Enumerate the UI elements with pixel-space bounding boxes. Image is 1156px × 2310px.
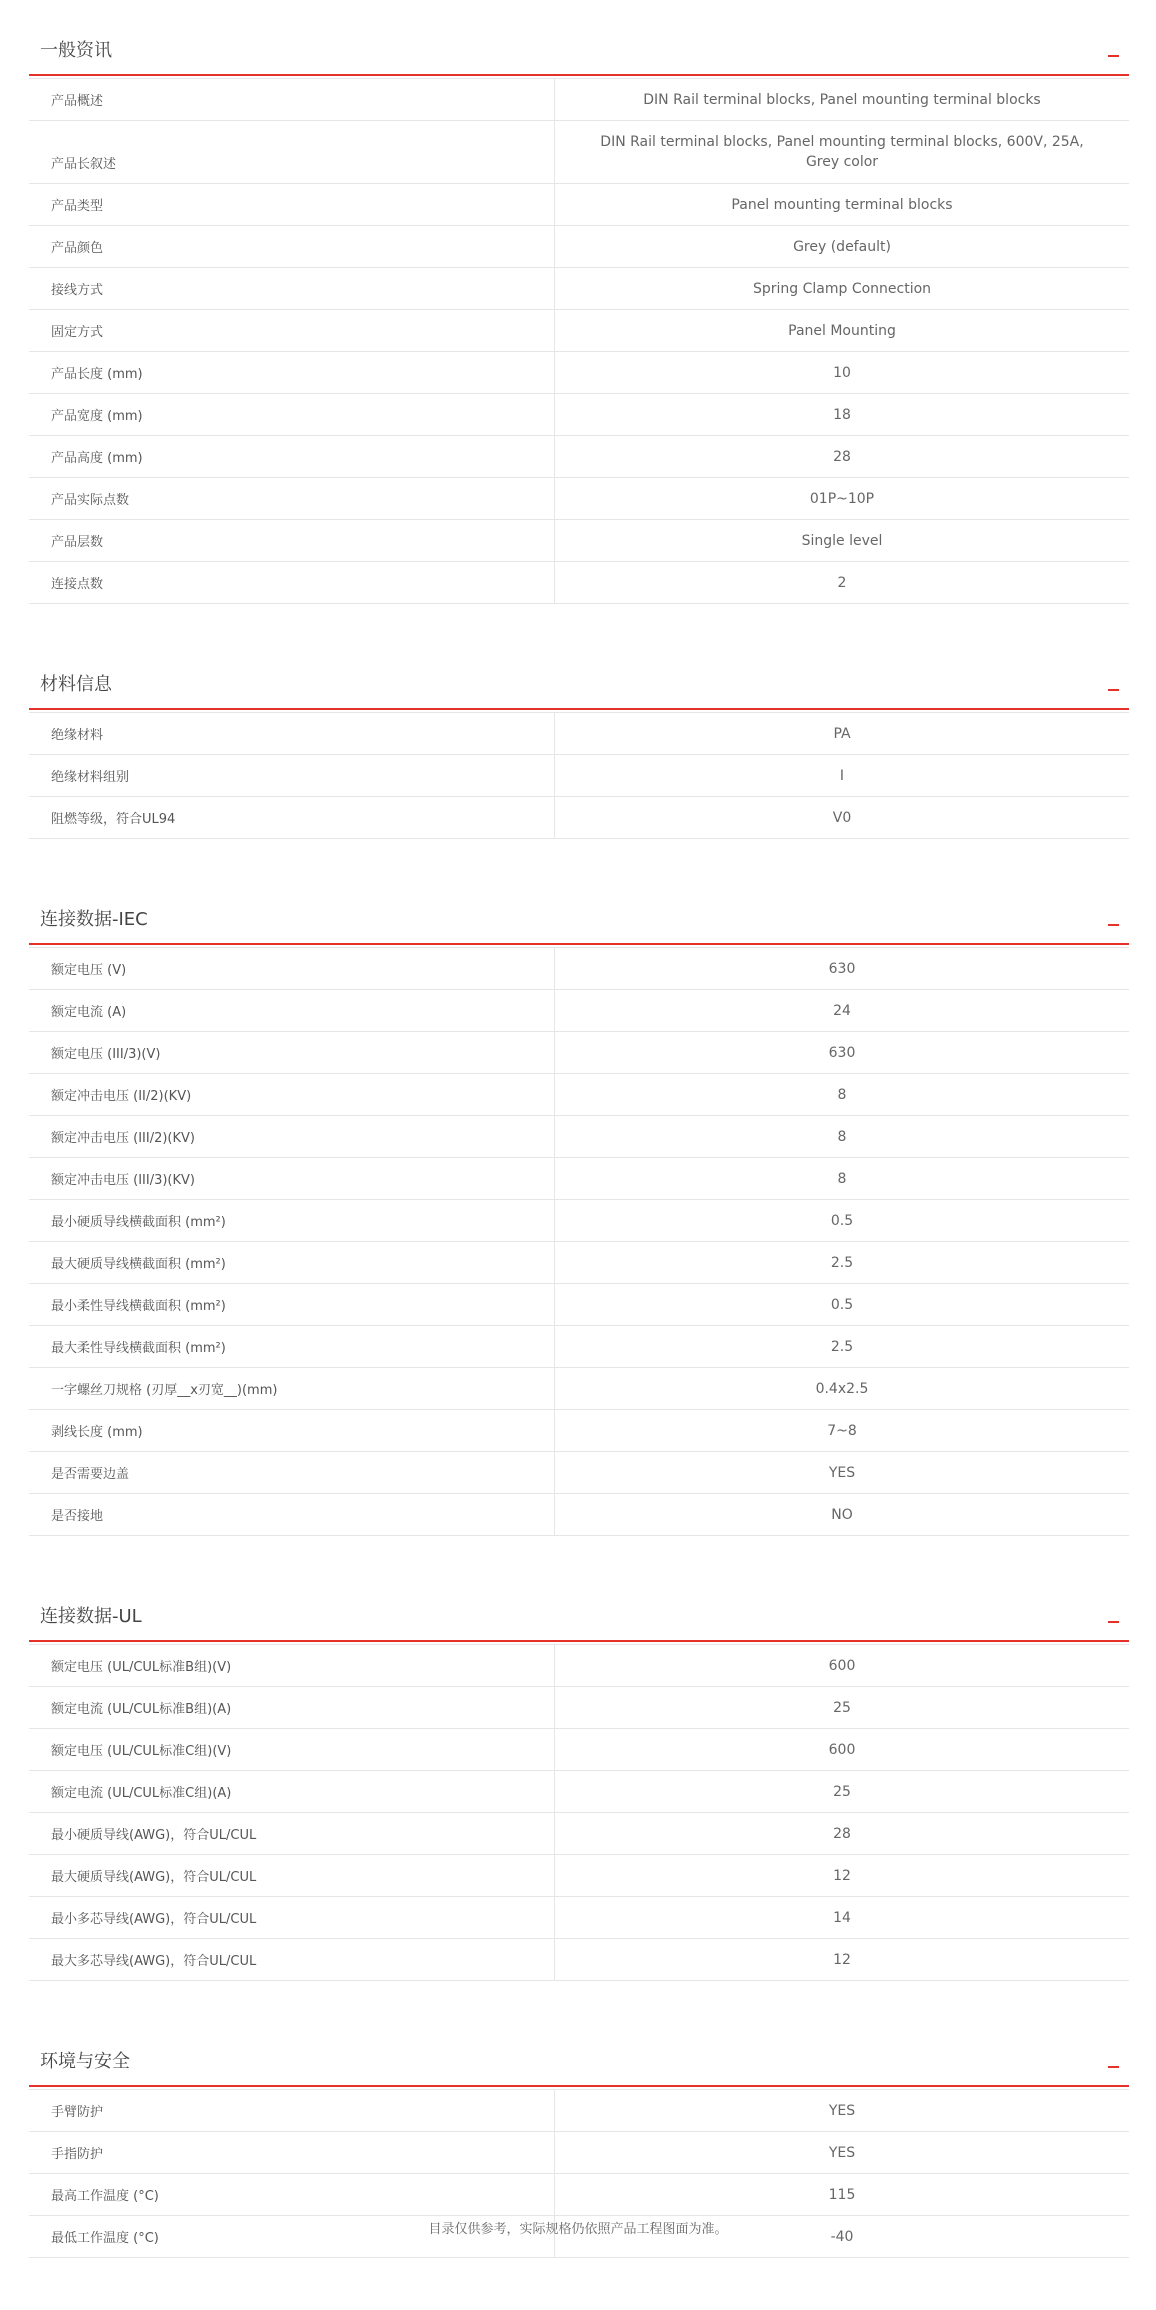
- spec-label: 额定电压 (UL/CUL标准C组)(V): [29, 1729, 555, 1770]
- section-material-info: [29, 656, 1129, 839]
- spec-value: -40: [830, 2228, 854, 2245]
- collapse-minus-icon[interactable]: [1108, 2066, 1119, 2068]
- spec-label: 额定电压 (V): [29, 948, 555, 989]
- spec-label: 产品层数: [29, 520, 555, 561]
- table-row: [29, 2132, 1129, 2174]
- spec-label: 连接点数: [29, 562, 555, 603]
- spec-label: 剥线长度 (mm): [29, 1410, 555, 1451]
- spec-label: 额定电压 (UL/CUL标准B组)(V): [29, 1645, 555, 1686]
- spec-label: 最小多芯导线(AWG)，符合UL/CUL: [29, 1897, 555, 1938]
- collapse-minus-icon[interactable]: [1108, 1621, 1119, 1623]
- table-row: [29, 1855, 1129, 1897]
- table-row: [29, 394, 1129, 436]
- spec-label: 手臂防护: [29, 2090, 555, 2131]
- table-row: [29, 2090, 1129, 2132]
- spec-value: Grey (default): [793, 238, 891, 255]
- spec-value: 630: [828, 1044, 856, 1061]
- table-row: [29, 1494, 1129, 1536]
- table-row: [29, 948, 1129, 990]
- section-connection-ul: [29, 1588, 1129, 1981]
- spec-label: 是否接地: [29, 1494, 555, 1535]
- spec-value: DIN Rail terminal blocks, Panel mounting terminal blocks, 600V, 25A, Grey color: [600, 134, 1084, 170]
- spec-label: 最小柔性导线横截面积 (mm²): [29, 1284, 555, 1325]
- spec-label: 最高工作温度 (°C): [29, 2174, 555, 2215]
- table-row: [29, 1771, 1129, 1813]
- spec-value: NO: [831, 1506, 853, 1523]
- spec-label: 接线方式: [29, 268, 555, 309]
- spec-label: 最小硬质导线横截面积 (mm²): [29, 1200, 555, 1241]
- spec-value: 12: [833, 1867, 851, 1884]
- spec-value: 115: [828, 2186, 856, 2203]
- section-general-info: [29, 22, 1129, 604]
- table-row: [29, 1158, 1129, 1200]
- spec-label: 最大柔性导线横截面积 (mm²): [29, 1326, 555, 1367]
- spec-label: 额定冲击电压 (II/2)(KV): [29, 1074, 555, 1115]
- table-row: [29, 990, 1129, 1032]
- spec-value: 24: [833, 1002, 851, 1019]
- table-row: [29, 352, 1129, 394]
- spec-value: 7~8: [827, 1422, 857, 1439]
- spec-value: Spring Clamp Connection: [752, 280, 932, 297]
- table-row: [29, 226, 1129, 268]
- spec-label: 产品类型: [29, 184, 555, 225]
- spec-value: 8: [837, 1170, 847, 1187]
- collapse-minus-icon[interactable]: [1108, 924, 1119, 926]
- spec-label: 额定冲击电压 (III/3)(KV): [29, 1158, 555, 1199]
- table-row: [29, 1897, 1129, 1939]
- spec-value: 600: [828, 1741, 856, 1758]
- table-row: [29, 1284, 1129, 1326]
- spec-label: 额定电流 (UL/CUL标准B组)(A): [29, 1687, 555, 1728]
- spec-label: 一字螺丝刀规格 (刃厚__x刃宽__)(mm): [29, 1368, 555, 1409]
- table-row: [29, 79, 1129, 121]
- table-row: [29, 1368, 1129, 1410]
- table-row: [29, 268, 1129, 310]
- table-row: [29, 121, 1129, 184]
- spec-value: V0: [832, 809, 852, 826]
- table-row: [29, 1074, 1129, 1116]
- section-title: 连接数据-UL: [40, 1606, 142, 1627]
- spec-label: 最小硬质导线(AWG)，符合UL/CUL: [29, 1813, 555, 1854]
- spec-value: 14: [833, 1909, 851, 1926]
- table-row: [29, 1687, 1129, 1729]
- spec-value: 0.5: [830, 1296, 854, 1313]
- spec-label: 产品宽度 (mm): [29, 394, 555, 435]
- spec-label: 产品长度 (mm): [29, 352, 555, 393]
- spec-value: Single level: [801, 532, 883, 549]
- spec-value: Panel mounting terminal blocks: [731, 196, 953, 213]
- section-header[interactable]: [29, 2033, 1129, 2087]
- table-row: [29, 436, 1129, 478]
- table-row: [29, 1645, 1129, 1687]
- table-row: [29, 713, 1129, 755]
- spec-label: 额定冲击电压 (III/2)(KV): [29, 1116, 555, 1157]
- collapse-minus-icon[interactable]: [1108, 55, 1119, 57]
- table-row: [29, 1729, 1129, 1771]
- table-row: [29, 184, 1129, 226]
- spec-label: 阻燃等级，符合UL94: [29, 797, 555, 838]
- spec-value: 0.4x2.5: [815, 1380, 869, 1397]
- table-row: [29, 520, 1129, 562]
- spec-label: 产品实际点数: [29, 478, 555, 519]
- section-title: 环境与安全: [40, 2051, 130, 2072]
- section-title: 材料信息: [40, 674, 112, 695]
- collapse-minus-icon[interactable]: [1108, 689, 1119, 691]
- table-row: [29, 562, 1129, 604]
- spec-value: I: [839, 767, 845, 784]
- spec-value: 8: [837, 1086, 847, 1103]
- spec-value: 25: [833, 1699, 851, 1716]
- section-header[interactable]: [29, 656, 1129, 710]
- spec-value: 2.5: [830, 1254, 854, 1271]
- spec-label: 固定方式: [29, 310, 555, 351]
- table-row: [29, 797, 1129, 839]
- spec-label: 最大硬质导线横截面积 (mm²): [29, 1242, 555, 1283]
- table-row: [29, 310, 1129, 352]
- spec-label: 产品长叙述: [29, 121, 555, 183]
- spec-value: 0.5: [830, 1212, 854, 1229]
- table-row: [29, 1813, 1129, 1855]
- spec-label: 绝缘材料组别: [29, 755, 555, 796]
- spec-label: 是否需要边盖: [29, 1452, 555, 1493]
- section-connection-iec: [29, 891, 1129, 1536]
- spec-label: 绝缘材料: [29, 713, 555, 754]
- spec-value: 18: [833, 406, 851, 423]
- spec-value: 600: [828, 1657, 856, 1674]
- spec-value: 630: [828, 960, 856, 977]
- spec-label: 产品颜色: [29, 226, 555, 267]
- spec-label: 最低工作温度 (°C): [29, 2216, 555, 2257]
- section-title: 连接数据-IEC: [40, 909, 148, 930]
- spec-value: 12: [833, 1951, 851, 1968]
- spec-label: 额定电流 (UL/CUL标准C组)(A): [29, 1771, 555, 1812]
- spec-value: YES: [828, 1464, 856, 1481]
- spec-value: 01P~10P: [809, 490, 875, 507]
- section-header[interactable]: [29, 891, 1129, 945]
- table-row: [29, 478, 1129, 520]
- spec-label: 最大多芯导线(AWG)，符合UL/CUL: [29, 1939, 555, 1980]
- spec-label: 额定电压 (III/3)(V): [29, 1032, 555, 1073]
- spec-value: 10: [833, 364, 851, 381]
- spec-value: 8: [837, 1128, 847, 1145]
- spec-value: DIN Rail terminal blocks, Panel mounting terminal blocks: [643, 91, 1041, 108]
- spec-value: 25: [833, 1783, 851, 1800]
- spec-label: 最大硬质导线(AWG)，符合UL/CUL: [29, 1855, 555, 1896]
- spec-value: 2.5: [830, 1338, 854, 1355]
- spec-content: [29, 22, 1129, 2310]
- table-row: [29, 1452, 1129, 1494]
- table-row: [29, 1032, 1129, 1074]
- footnote: 目录仅供参考，实际规格仍依照产品工程图面为准。: [428, 2222, 728, 2237]
- spec-label: 产品高度 (mm): [29, 436, 555, 477]
- spec-value: 2: [837, 574, 847, 591]
- spec-value: YES: [828, 2102, 856, 2119]
- section-title: 一般资讯: [40, 40, 112, 61]
- spec-label: 额定电流 (A): [29, 990, 555, 1031]
- spec-label: 手指防护: [29, 2132, 555, 2173]
- spec-value: 28: [833, 1825, 851, 1842]
- table-row: [29, 1116, 1129, 1158]
- spec-label: 产品概述: [29, 79, 555, 120]
- table-row: [29, 1939, 1129, 1981]
- spec-value: 28: [833, 448, 851, 465]
- table-row: [29, 2174, 1129, 2216]
- table-row: [29, 1242, 1129, 1284]
- section-header[interactable]: [29, 1588, 1129, 1642]
- table-row: [29, 1326, 1129, 1368]
- table-row: [29, 755, 1129, 797]
- spec-value: YES: [828, 2144, 856, 2161]
- spec-value: Panel Mounting: [788, 322, 896, 339]
- section-header[interactable]: [29, 22, 1129, 76]
- table-row: [29, 1410, 1129, 1452]
- table-row: [29, 1200, 1129, 1242]
- spec-value: PA: [833, 725, 851, 742]
